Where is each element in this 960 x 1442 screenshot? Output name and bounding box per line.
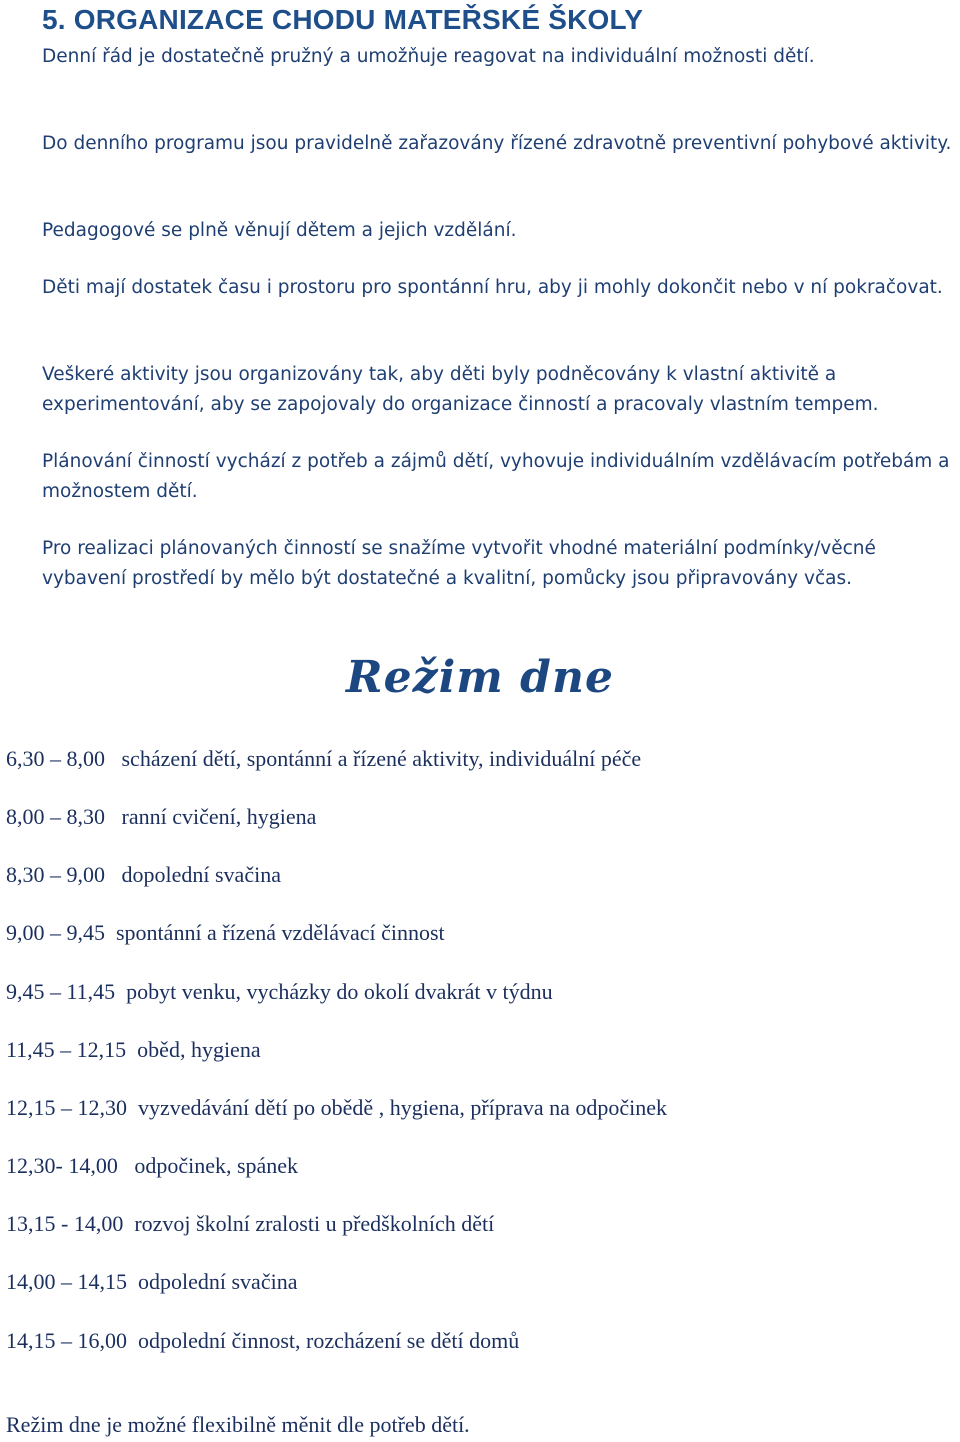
paragraph-teachers: Pedagogové se plně věnují dětem a jejich vzdělání. [42, 220, 517, 241]
schedule-item: 8,00 – 8,30 ranní cvičení, hygiena [6, 804, 317, 829]
schedule-item: 8,30 – 9,00 dopolední svačina [6, 862, 281, 887]
schedule-item: 14,15 – 16,00 odpolední činnost, rozcházení se dětí domů [6, 1328, 520, 1353]
schedule-title: Režim dne [346, 652, 614, 703]
paragraph-activities: Veškeré aktivity jsou organizovány tak, aby děti byly podněcovány k vlastní aktivitě a experimentování, aby se zapojovaly do organizace činností a pracovaly vlastním tempem. [42, 364, 879, 415]
paragraph-daily-order: Denní řád je dostatečně pružný a umožňuje reagovat na individuální možnosti dětí. [42, 46, 815, 67]
schedule-item: 12,30- 14,00 odpočinek, spánek [6, 1153, 299, 1178]
schedule-item: 9,00 – 9,45 spontánní a řízená vzdělávací činnost [6, 920, 445, 945]
section-heading: 5. ORGANIZACE CHODU MATEŘSKÉ ŠKOLY [42, 4, 644, 35]
paragraph-health-activities: Do denního programu jsou pravidelně zařazovány řízené zdravotně preventivní pohybové aktivity. [42, 133, 952, 154]
schedule-item: 12,15 – 12,30 vyzvedávání dětí po obědě , hygiena, příprava na odpočinek [6, 1095, 668, 1120]
paragraph-spontaneous-play: Děti mají dostatek času i prostoru pro spontánní hru, aby ji mohly dokončit nebo v ní pokračovat. [42, 277, 943, 298]
paragraph-conditions: Pro realizaci plánovaných činností se snažíme vytvořit vhodné materiální podmínky/věcné vybavení prostředí by mělo být dostatečné a kvalitní, pomůcky jsou připravovány včas. [42, 538, 876, 589]
schedule-item: 6,30 – 8,00 scházení dětí, spontánní a řízené aktivity, individuální péče [6, 746, 642, 771]
schedule-item: 13,15 - 14,00 rozvoj školní zralosti u předškolních dětí [6, 1211, 495, 1236]
schedule-item: 11,45 – 12,15 oběd, hygiena [6, 1037, 261, 1062]
paragraph-planning: Plánování činností vychází z potřeb a zájmů dětí, vyhovuje individuálním vzdělávacím potřebám a možnostem dětí. [42, 451, 950, 502]
schedule-item: 14,00 – 14,15 odpolední svačina [6, 1269, 298, 1294]
schedule-item: 9,45 – 11,45 pobyt venku, vycházky do okolí dvakrát v týdnu [6, 979, 553, 1004]
schedule-footnote: Režim dne je možné flexibilně měnit dle potřeb dětí. [6, 1412, 470, 1437]
